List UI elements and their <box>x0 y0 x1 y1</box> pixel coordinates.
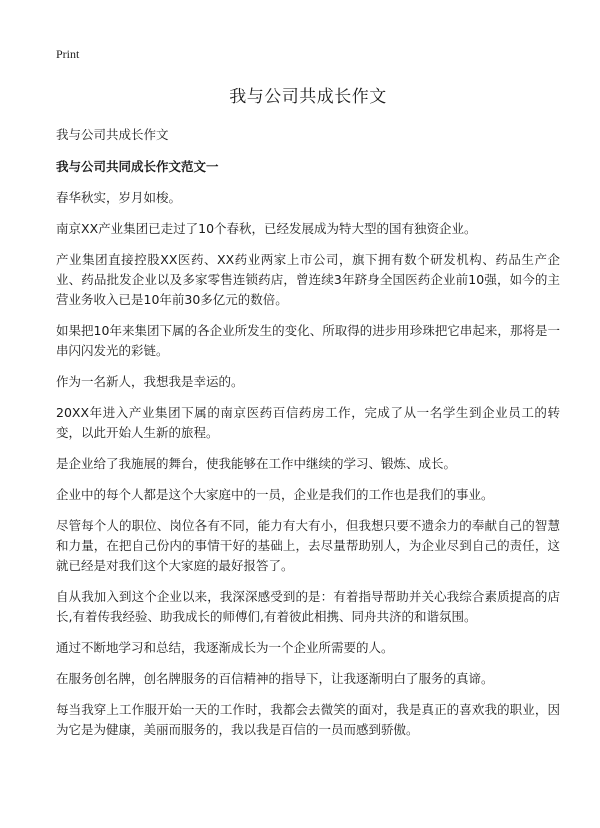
paragraph: 尽管每个人的职位、岗位各有不同，能力有大有小，但我想只要不遗余力的奉献自己的智慧和力量，在把自己份内的事情干好的基础上，去尽量帮助别人，为企业尽到自己的责任，这就已经是对我们这个大家庭的最好报答了。 <box>56 518 560 573</box>
paragraph: 每当我穿上工作服开始一天的工作时，我都会去微笑的面对，我是真正的喜欢我的职业，因为它是为健康，美丽而服务的，我以我是百信的一员而感到骄傲。 <box>56 702 560 737</box>
paragraph: 南京XX产业集团已走过了10个春秋，已经发展成为特大型的国有独资企业。 <box>56 221 477 236</box>
paragraph: 是企业给了我施展的舞台，使我能够在工作中继续的学习、锻炼、成长。 <box>56 456 457 471</box>
document-subtitle: 我与公司共成长作文 <box>56 127 169 142</box>
paragraph: 自从我加入到这个企业以来，我深深感受到的是：有着指导帮助并关心我综合素质提高的店长,有着传我经验、助我成长的师傅们,有着彼此相携、同舟共济的和谐氛围。 <box>56 589 560 624</box>
paragraph: 在服务创名牌，创名牌服务的百信精神的指导下，让我逐渐明白了服务的真谛。 <box>56 671 494 686</box>
paragraph: 作为一名新人，我想我是幸运的。 <box>56 374 244 389</box>
section-heading: 我与公司共同成长作文范文一 <box>56 159 219 174</box>
paragraph: 产业集团直接控股XX医药、XX药业两家上市公司，旗下拥有数个研发机构、药品生产企业、药品批发企业以及多家零售连锁药店，曾连续3年跻身全国医药企业前10强，如今的主营业务收入已是10年前30多亿元的数倍。 <box>56 252 560 307</box>
paragraph: 如果把10年来集团下属的各企业所发生的变化、所取得的进步用珍珠把它串起来，那将是一串闪闪发光的彩链。 <box>56 323 560 358</box>
paragraph: 通过不断地学习和总结，我逐渐成长为一个企业所需要的人。 <box>56 640 394 655</box>
paragraph: 20XX年进入产业集团下属的南京医药百信药房工作，完成了从一名学生到企业员工的转变，以此开始人生新的旅程。 <box>56 405 560 440</box>
paragraph: 春华秋实，岁月如梭。 <box>56 190 182 205</box>
print-link[interactable]: Print <box>56 47 80 61</box>
paragraph: 企业中的每个人都是这个大家庭中的一员，企业是我们的工作也是我们的事业。 <box>56 487 494 502</box>
document-title: 我与公司共成长作文 <box>229 87 387 107</box>
document-body <box>56 188 560 740</box>
